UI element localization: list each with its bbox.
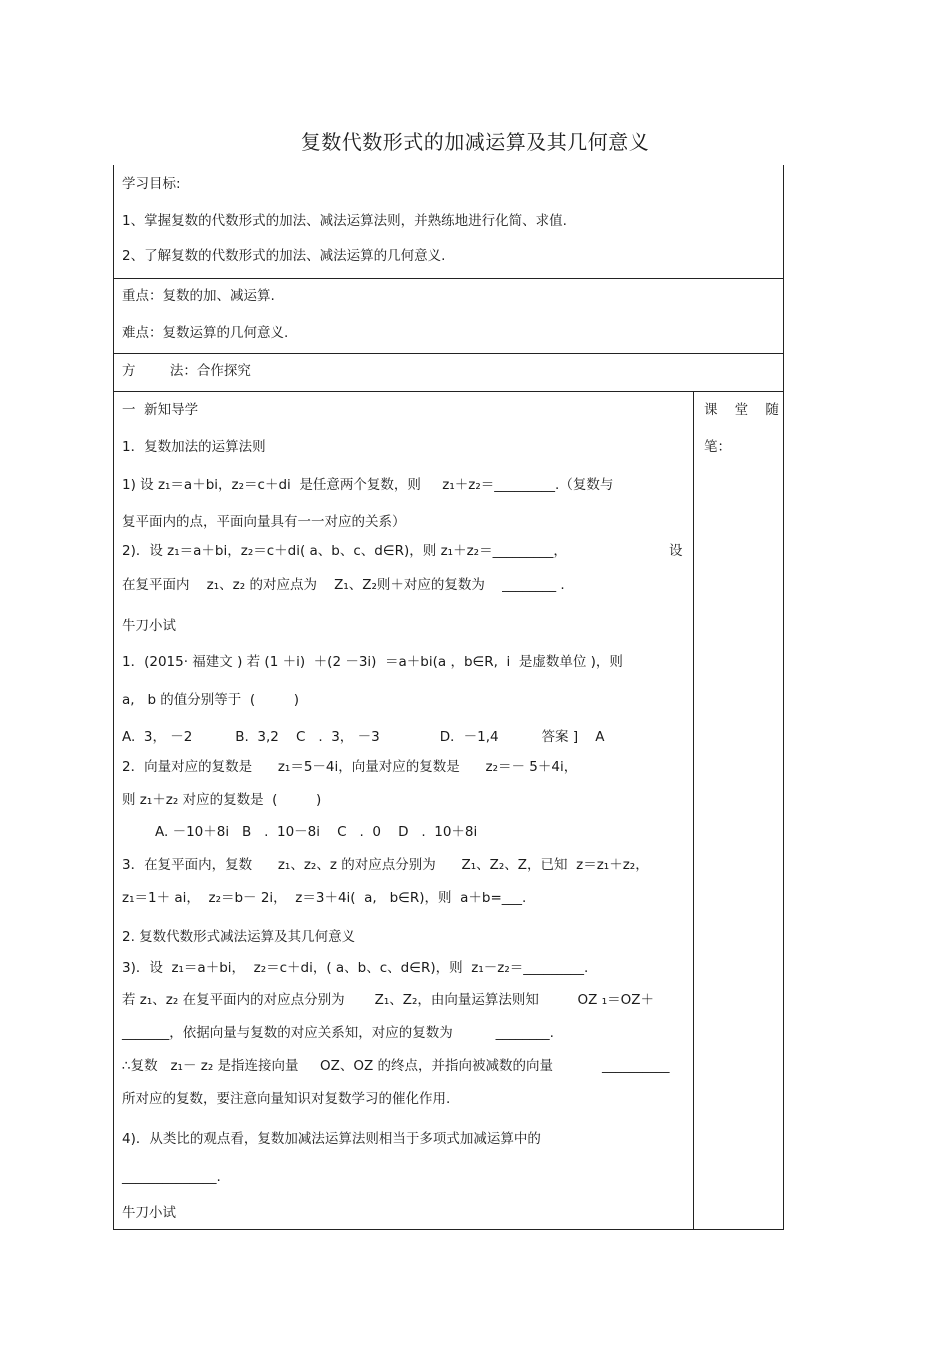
section-heading: 一 新知导学 — [122, 402, 199, 418]
question-text: a, b 的值分别等于 ( ) — [122, 692, 300, 708]
question-options: A. －10＋8i B . 10－8i C . 0 D . 10＋8i — [155, 824, 478, 840]
row-divider — [113, 391, 784, 392]
method-label: 方 法：合作探究 — [122, 363, 251, 379]
practice-heading: 牛刀小试 — [122, 1205, 176, 1221]
page-title: 复数代数形式的加减运算及其几何意义 — [300, 130, 650, 154]
row-divider — [113, 353, 784, 354]
rule-text: 1) 设 z₁＝a＋bi，z₂＝c＋di 是任意两个复数，则 z₁＋z₂＝_________.（复数与 — [122, 477, 614, 493]
row-divider — [113, 278, 784, 279]
table-bottom-border — [113, 1229, 784, 1230]
focus-point: 重点：复数的加、减运算. — [122, 288, 275, 304]
rule-text: 在复平面内 z₁、z₂ 的对应点为 Z₁、Z₂则＋对应的复数为 ________ . — [122, 577, 565, 593]
rule-text: 所对应的复数，要注意向量知识对复数学习的催化作用. — [122, 1091, 451, 1107]
question-text: 2．向量对应的复数是 z₁＝5－4i，向量对应的复数是 z₂＝－ 5＋4i， — [122, 759, 578, 775]
question-options: A. 3， －2 B. 3,2 C . 3， －3 D．－1,4 答案 ] A — [122, 729, 605, 745]
question-text: 1．(2015· 福建文 ) 若 (1 ＋i) ＋(2 －3i) ＝a＋bi(a ，b∈R, i 是虚数单位 )，则 — [122, 654, 623, 670]
notes-label: 课 堂 随 — [704, 402, 779, 418]
rule-text: 复平面内的点，平面向量具有一一对应的关系） — [122, 514, 406, 530]
rule-text: ______________. — [122, 1169, 221, 1185]
section-heading: 2. 复数代数形式减法运算及其几何意义 — [122, 929, 356, 945]
goal-item: 1、掌握复数的代数形式的加法、减法运算法则，并熟练地进行化简、求值. — [122, 213, 567, 229]
difficulty-point: 难点：复数运算的几何意义. — [122, 325, 289, 341]
notes-label-cont: 笔： — [704, 439, 731, 455]
rule-text: 设 — [669, 543, 683, 559]
goals-heading: 学习目标: — [122, 176, 181, 192]
rule-text: 若 z₁、z₂ 在复平面内的对应点分别为 Z₁、Z₂，由向量运算法则知 OZ ₁＝OZ＋ — [122, 992, 655, 1008]
question-text: 3．在复平面内，复数 z₁、z₂、z 的对应点分别为 Z₁、Z₂、Z，已知 z＝z₁＋z₂， — [122, 857, 649, 873]
practice-heading: 牛刀小试 — [122, 618, 176, 634]
rule-text: ∴复数 z₁－ z₂ 是指连接向量 OZ、OZ 的终点，并指向被减数的向量 — [122, 1058, 554, 1074]
rule-text: 2)．设 z₁＝a＋bi，z₂＝c＋di( a、b、c、d∈R)，则 z₁＋z₂＝_________， — [122, 543, 567, 559]
rule-text: __________ — [602, 1058, 670, 1074]
rule-text: _______，依据向量与复数的对应关系知，对应的复数为 ________. — [122, 1025, 554, 1041]
rule-heading: 1．复数加法的运算法则 — [122, 439, 266, 455]
question-text: z₁＝1＋ ai， z₂＝b－ 2i， z＝3＋4i( a, b∈R)，则 a＋b=___. — [122, 890, 527, 906]
notes-column-divider — [693, 391, 694, 1229]
goal-item: 2、了解复数的代数形式的加法、减法运算的几何意义. — [122, 248, 446, 264]
rule-text: 4)．从类比的观点看，复数加减法运算法则相当于多项式加减运算中的 — [122, 1131, 541, 1147]
rule-text: 3)．设 z₁＝a＋bi， z₂＝c＋di，( a、b、c、d∈R)，则 z₁－z₂＝_________. — [122, 960, 589, 976]
question-text: 则 z₁＋z₂ 对应的复数是 ( ) — [122, 792, 322, 808]
